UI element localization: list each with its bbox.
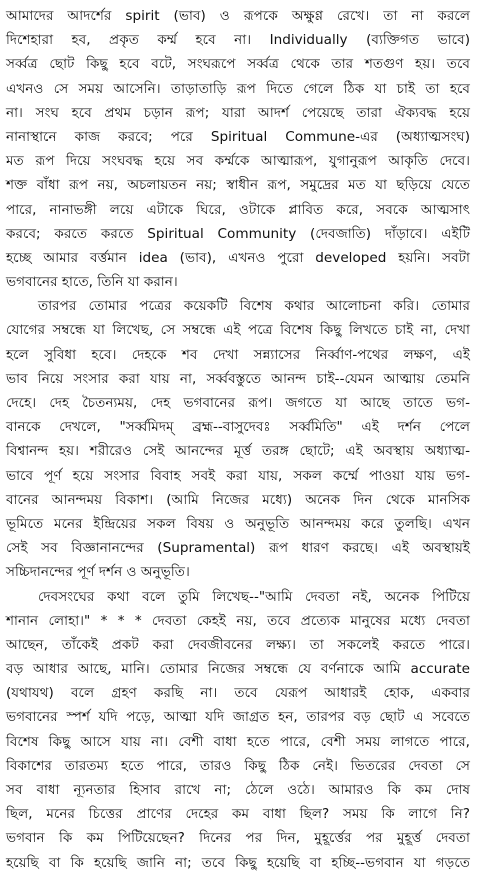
text-line: মত রূপ দিয়ে সংঘবদ্ধ হয়ে সব কর্ম্মকে আত্মারূপ, যুগানুরূপ আকৃতি দেবে। [6,153,470,170]
paragraph [6,4,470,294]
text-line: (যথাযথ) বলে গ্রহণ করছি না। তবে যেরূপ আধারই হোক, একবার [6,685,470,702]
text-line: ছিল, মনের চিত্তের প্রাণের দেহের কম বাধা ছিল? সময় কি লাগে নি? [6,806,470,823]
text-line: দিশেহারা হব, প্রকৃত কর্ম্ম হবে না। Individually (ব্যক্তিগত ভাবে) [6,32,470,49]
text-line: ভগবান কি কম পিটিয়েছেন? দিনের পর দিন, মুহূর্ত্তের পর মুহূর্ত্ত দেবতা [6,830,470,847]
text-line: করবে; করতে করতে Spiritual Community (দেবজাতি) দাঁড়াবে। এইটি [6,225,470,242]
text-line: বিশেষ কিছু আসে যায় না। বেশী বাধা হতে পারে, বেশী সময় লাগতে পারে, [6,733,470,750]
text-line: ভাবে পূর্ণ হয়ে সংসার বিবাহ সবই করা যায়, সকল কর্ম্মে পাওয়া যায় ভগ- [6,467,470,484]
text-line: তারপর তোমার পত্রের কয়েকটি বিশেষ কথার আলোচনা করি। তোমার [38,298,470,315]
text-line: সচ্চিদানন্দের পূর্ণ দর্শন ও অনুভূতি। [6,564,190,581]
paragraph [6,585,470,875]
text-line: না। সংঘ হবে প্রথম চড়ান রূপ; যারা আদর্শ পেয়েছে তারা ঐক্যবদ্ধ হয়ে [6,104,470,121]
text-line: হচ্ছে আমার বর্ত্তমান idea (ভাব), এখনও পুরো developed হয়নি। সবটা [6,249,470,266]
text-line: আমাদের আদর্শের spirit (ভাব) ও রূপকে অক্ষুণ্ণ রেখে। তা না করলে [6,8,470,24]
text-line: আছেন, তাঁকেই প্রকট করা দেবজীবনের লক্ষ্য। তা সকলেই করতে পারে। [6,636,470,653]
text-line: সেই সব বিজ্ঞানানন্দের (Supramental) রূপ ধারণ করছে। এই অবস্থায়ই [6,540,470,557]
text-line: শক্ত বাঁধা রূপ নয়, অচলায়তন নয়; স্বাধীন রূপ, সমুদ্রের মত যা ছড়িয়ে যেতে [6,177,470,194]
text-line: দেবসংঘের কথা বলে তুমি লিখেছ--"আমি দেবতা নই, অনেক পিটিয়ে [38,588,470,605]
text-line: ভগবানের হাতে, তিনি যা করান। [6,274,178,291]
text-line: বানের আনন্দময় বিকাশ। (আমি নিজের মধ্যে) অনেক দিন থেকে মানসিক [6,491,470,508]
text-line: বিশ্বানন্দ হয়। শরীরেও সেই আনন্দের মূর্ত্ত তরঙ্গ ছোটে; এই অবস্থায় অধ্যাত্ম- [6,443,470,460]
text-line: বিকাশের তারতম্য হতে পারে, তারও কিছু ঠিক নেই। ভিতরের দেবতা সে [6,757,470,774]
text-line: ভগবানের স্পর্শ যদি পড়ে, আত্মা যদি জাগ্রত হন, তারপর বড় ছোট এ সবেতে [6,709,470,726]
text-line: সর্ব্বত্র ছোট কিছু হবে বটে, সংঘরূপে সর্ব্বত্র থেকে তার শতগুণ হয়। তবে [6,56,470,73]
text-line: সব বাধা ন্যূনতার হিসাব রাখে না; ঠেলে ওঠে। আমারও কি কম দোষ [6,782,470,798]
text-line: হলে সুবিধা হবে। দেহকে শব দেখা সন্ন্যাসের নির্ব্বাণ-পথের লক্ষণ, এই [6,346,470,363]
text-line: পারে, নানাভঙ্গী লয়ে এটাকে ঘিরে, ওটাকে প্লাবিত করে, সবকে আত্মসাৎ [6,201,470,218]
text-line: এখনও সে সময় আসেনি। তাড়াতাড়ি রূপ দিতে গেলে ঠিক যা চাই তা হবে [6,80,470,97]
text-line: হয়েছি বা কি হয়েছি জানি না; তবে কিছু হয়েছি বা হচ্ছি--ভগবান যা গড়তে [6,854,470,871]
text-line: শানান লোহা।" * * * দেবতা কেহই নয়, তবে প্রত্যেক মানুষের মধ্যে দেবতা [6,612,470,629]
text-line: বানকে দেখলে, "সর্ব্বমিদম্ ব্রহ্ম--বাসুদেবঃ সর্ব্বমিতি" এই দর্শন পেলে [6,419,470,436]
text-line: দেহে। দেহ চৈতন্যময়, দেহ ভগবানের রূপ। জগতে যা আছে তাতে ভগ- [6,395,470,411]
paragraph [6,294,470,584]
text-line: ভাব নিয়ে সংসার করা যায় না, সর্ব্ববস্তুতে আনন্দ চাই--যেমন আত্মায় তেমনি [6,370,470,387]
text-line: বড় আধার আছে, মানি। তোমার নিজের সম্বন্ধে যে বর্ণনাকে আমি accurate [6,661,470,678]
text-line: ভূমিতে মনের ইন্দ্রিয়ের সকল বিষয় ও অনুভূতি আনন্দময় করে তুলছি। এখন [6,515,470,532]
text-line: নানাস্থানে কাজ করবে; পরে Spiritual Commune-এর (অধ্যাত্মসংঘ) [6,128,470,145]
text-line: যোগের সম্বন্ধে যা লিখেছ, সে সম্বন্ধে এই পত্রে বিশেষ কিছু লিখতে চাই না, দেখা [6,322,470,339]
